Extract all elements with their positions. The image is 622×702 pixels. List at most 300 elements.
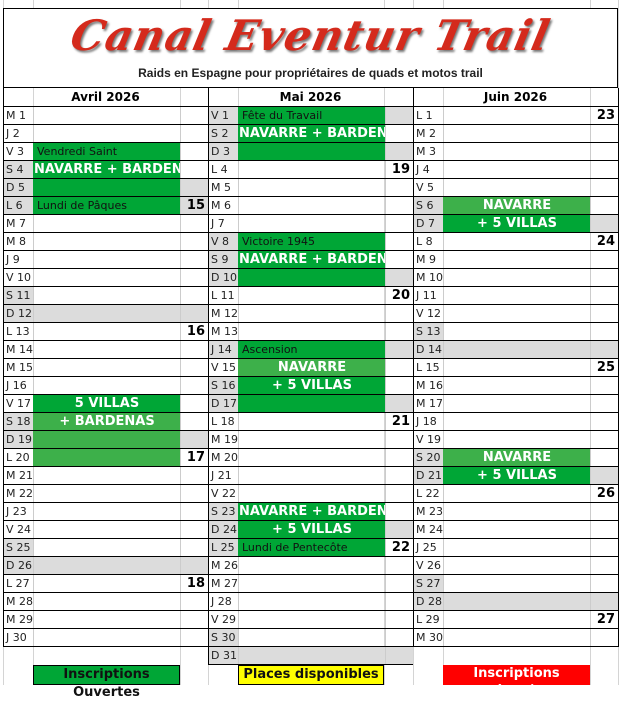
day-row[interactable]	[208, 251, 413, 269]
day-label: M 12	[211, 307, 238, 320]
event-cell-empty[interactable]	[443, 269, 590, 286]
column-border	[208, 88, 209, 665]
week-number	[590, 323, 618, 340]
event-cell-empty[interactable]	[443, 143, 590, 160]
event-cell-empty[interactable]	[33, 107, 180, 124]
week-number	[590, 287, 618, 304]
week-number	[180, 179, 208, 196]
day-row[interactable]	[3, 503, 208, 521]
week-number	[385, 431, 413, 448]
holiday-note[interactable]: Vendredi Saint	[33, 143, 180, 160]
day-label: M 17	[416, 397, 443, 410]
week-number	[385, 125, 413, 142]
event-cell-empty[interactable]	[238, 413, 385, 430]
event-cell-empty[interactable]	[33, 233, 180, 250]
event-cell-empty[interactable]	[33, 377, 180, 394]
event-cell-empty[interactable]	[443, 485, 590, 502]
event-cell-empty[interactable]	[33, 629, 180, 646]
day-label: L 20	[6, 451, 30, 464]
day-row[interactable]	[208, 197, 413, 215]
day-row[interactable]	[413, 305, 618, 323]
day-label: M 15	[6, 361, 33, 374]
event-cell-empty[interactable]	[33, 503, 180, 520]
event-cell-empty[interactable]	[33, 359, 180, 376]
day-row[interactable]	[208, 125, 413, 143]
day-row[interactable]	[3, 197, 208, 215]
week-number	[385, 395, 413, 412]
day-row[interactable]	[3, 575, 208, 593]
day-label: D 19	[3, 431, 33, 448]
day-row[interactable]	[3, 467, 208, 485]
event-cell[interactable]: NAVARRE + BARDENAS	[239, 252, 408, 267]
week-number	[385, 107, 413, 124]
day-row[interactable]	[208, 539, 413, 557]
day-row[interactable]	[208, 269, 413, 287]
event-cell-empty[interactable]	[443, 377, 590, 394]
event-cell-empty[interactable]	[238, 305, 385, 322]
event-cell[interactable]	[238, 395, 385, 412]
day-label: V 8	[208, 233, 238, 250]
day-row[interactable]	[3, 539, 208, 557]
event-cell-empty[interactable]	[443, 521, 590, 538]
event-cell[interactable]: NAVARRE + BARDENAS	[239, 504, 408, 519]
week-number	[385, 467, 413, 484]
event-cell-empty[interactable]	[443, 305, 590, 322]
day-row[interactable]	[413, 269, 618, 287]
day-label: L 11	[211, 289, 235, 302]
day-row[interactable]	[413, 467, 618, 485]
event-cell-empty[interactable]	[238, 485, 385, 502]
event-cell-empty[interactable]	[33, 467, 180, 484]
event-cell-empty[interactable]	[443, 593, 590, 610]
day-row[interactable]	[208, 503, 413, 521]
event-cell-empty[interactable]	[443, 107, 590, 124]
event-cell-empty[interactable]	[33, 305, 180, 322]
week-number	[590, 143, 618, 160]
week-number: 25	[590, 359, 618, 376]
event-cell-empty[interactable]	[443, 539, 590, 556]
day-label: S 13	[413, 323, 443, 340]
event-cell-empty[interactable]	[443, 395, 590, 412]
day-row[interactable]	[3, 431, 208, 449]
event-cell-empty[interactable]	[443, 251, 590, 268]
week-number	[180, 269, 208, 286]
week-number	[590, 215, 618, 232]
day-row[interactable]	[208, 611, 413, 629]
day-row[interactable]	[413, 233, 618, 251]
event-cell-empty[interactable]	[443, 359, 590, 376]
day-label: J 30	[6, 631, 27, 644]
day-label: D 7	[413, 215, 443, 232]
day-label: L 25	[208, 539, 238, 556]
day-row[interactable]	[413, 611, 618, 629]
day-row[interactable]	[208, 323, 413, 341]
week-number	[385, 377, 413, 394]
day-row[interactable]	[413, 359, 618, 377]
day-row[interactable]	[208, 521, 413, 539]
holiday-note[interactable]: Lundi de Pentecôte	[238, 539, 385, 556]
week-number	[385, 521, 413, 538]
day-label: M 27	[211, 577, 238, 590]
day-label: V 26	[416, 559, 442, 572]
day-row[interactable]	[3, 629, 208, 647]
week-number	[180, 467, 208, 484]
week-number	[180, 233, 208, 250]
day-row[interactable]	[208, 593, 413, 611]
event-cell-empty[interactable]	[443, 431, 590, 448]
day-row[interactable]	[3, 161, 208, 179]
event-cell-empty[interactable]	[33, 251, 180, 268]
event-cell-empty[interactable]	[33, 593, 180, 610]
day-label: D 28	[413, 593, 443, 610]
week-number	[385, 269, 413, 286]
day-row[interactable]	[3, 233, 208, 251]
day-label: D 10	[208, 269, 238, 286]
day-label: V 3	[6, 145, 25, 158]
week-number: 23	[590, 107, 618, 124]
event-cell-empty[interactable]	[33, 485, 180, 502]
day-row[interactable]	[3, 287, 208, 305]
day-label: M 7	[6, 217, 26, 230]
holiday-note[interactable]: Lundi de Pâques	[33, 197, 180, 214]
day-row[interactable]	[208, 341, 413, 359]
week-number	[385, 197, 413, 214]
event-cell-empty[interactable]	[443, 323, 590, 340]
week-number	[385, 449, 413, 466]
week-number	[385, 503, 413, 520]
day-row[interactable]	[3, 179, 208, 197]
week-number: 15	[180, 197, 208, 214]
event-cell-empty[interactable]	[238, 215, 385, 232]
day-row[interactable]	[413, 395, 618, 413]
day-row[interactable]	[3, 323, 208, 341]
day-row[interactable]	[3, 251, 208, 269]
event-cell-empty[interactable]	[33, 215, 180, 232]
day-label: S 23	[208, 503, 238, 520]
day-row[interactable]	[3, 593, 208, 611]
day-row[interactable]	[413, 413, 618, 431]
event-cell-empty[interactable]	[238, 629, 385, 646]
day-row[interactable]	[3, 143, 208, 161]
day-row[interactable]	[208, 143, 413, 161]
day-label: J 4	[416, 163, 430, 176]
week-number	[180, 539, 208, 556]
event-cell-empty[interactable]	[238, 179, 385, 196]
event-cell-empty[interactable]	[238, 431, 385, 448]
day-label: M 5	[211, 181, 231, 194]
day-label: M 22	[6, 487, 33, 500]
week-number	[385, 593, 413, 610]
day-label: M 26	[211, 559, 238, 572]
event-cell-empty[interactable]	[443, 575, 590, 592]
event-cell[interactable]	[33, 449, 180, 466]
day-label: V 5	[416, 181, 435, 194]
week-number	[590, 431, 618, 448]
day-row[interactable]	[413, 215, 618, 233]
week-number	[180, 341, 208, 358]
week-number: 21	[385, 413, 413, 430]
day-row[interactable]	[208, 629, 413, 647]
day-row[interactable]	[413, 287, 618, 305]
day-row[interactable]	[208, 647, 413, 665]
day-label: L 4	[211, 163, 228, 176]
event-cell[interactable]	[33, 431, 180, 448]
day-label: M 1	[6, 109, 26, 122]
day-label: L 1	[416, 109, 433, 122]
day-label: M 16	[416, 379, 443, 392]
day-row[interactable]	[3, 395, 208, 413]
day-row[interactable]	[3, 611, 208, 629]
event-cell-empty[interactable]	[443, 629, 590, 646]
week-number	[590, 629, 618, 646]
week-number	[180, 251, 208, 268]
day-row[interactable]	[3, 125, 208, 143]
day-label: V 17	[6, 397, 32, 410]
day-label: M 10	[416, 271, 443, 284]
week-number	[180, 557, 208, 574]
day-row[interactable]	[413, 107, 618, 125]
day-row[interactable]	[413, 143, 618, 161]
day-row[interactable]	[208, 107, 413, 125]
week-number	[385, 215, 413, 232]
event-cell[interactable]: + BARDENAS	[33, 413, 180, 430]
event-cell[interactable]: + 5 VILLAS	[238, 377, 385, 394]
day-row[interactable]	[413, 323, 618, 341]
event-cell-empty[interactable]	[33, 269, 180, 286]
day-row[interactable]	[413, 341, 618, 359]
day-row[interactable]	[413, 593, 618, 611]
day-label: M 13	[211, 325, 238, 338]
day-row[interactable]	[413, 161, 618, 179]
day-row[interactable]	[208, 413, 413, 431]
event-cell-empty[interactable]	[443, 611, 590, 628]
event-cell-empty[interactable]	[33, 287, 180, 304]
week-number	[590, 179, 618, 196]
event-cell-empty[interactable]	[33, 539, 180, 556]
day-row[interactable]	[3, 107, 208, 125]
month-title: Mai 2026	[208, 88, 413, 107]
week-number: 24	[590, 233, 618, 250]
week-number	[180, 377, 208, 394]
week-number	[590, 413, 618, 430]
event-cell-empty[interactable]	[238, 467, 385, 484]
event-cell-empty[interactable]	[238, 161, 385, 178]
event-cell-empty[interactable]	[238, 593, 385, 610]
week-number	[385, 323, 413, 340]
day-row[interactable]	[208, 161, 413, 179]
event-cell-empty[interactable]	[443, 161, 590, 178]
event-cell[interactable]: + 5 VILLAS	[443, 467, 590, 484]
legend-item: Inscriptions Ouvertes	[33, 665, 180, 685]
week-number	[385, 305, 413, 322]
day-label: J 28	[211, 595, 232, 608]
week-number	[180, 287, 208, 304]
day-row[interactable]	[208, 575, 413, 593]
event-cell[interactable]	[33, 179, 180, 196]
day-label: J 16	[6, 379, 27, 392]
week-number	[590, 251, 618, 268]
day-row[interactable]	[413, 521, 618, 539]
week-number	[590, 503, 618, 520]
week-number	[385, 359, 413, 376]
day-row[interactable]	[3, 341, 208, 359]
event-cell[interactable]: + 5 VILLAS	[443, 215, 590, 232]
event-cell-empty[interactable]	[443, 341, 590, 358]
day-row[interactable]	[413, 557, 618, 575]
day-row[interactable]	[208, 449, 413, 467]
event-cell-empty[interactable]	[443, 503, 590, 520]
event-cell-empty[interactable]	[238, 575, 385, 592]
month-0	[3, 88, 208, 665]
month-1	[208, 88, 413, 665]
event-cell-empty[interactable]	[238, 287, 385, 304]
event-cell-empty[interactable]	[33, 323, 180, 340]
event-cell-empty[interactable]	[33, 125, 180, 142]
day-row[interactable]	[3, 485, 208, 503]
day-row[interactable]	[208, 287, 413, 305]
day-row[interactable]	[413, 539, 618, 557]
day-row[interactable]	[208, 557, 413, 575]
day-row[interactable]	[3, 377, 208, 395]
week-number	[180, 629, 208, 646]
day-label: J 21	[211, 469, 232, 482]
day-row[interactable]	[208, 179, 413, 197]
event-cell-empty[interactable]	[443, 179, 590, 196]
week-number	[180, 305, 208, 322]
day-row[interactable]	[208, 431, 413, 449]
day-row[interactable]	[208, 359, 413, 377]
event-cell-empty[interactable]	[443, 125, 590, 142]
week-number	[180, 107, 208, 124]
event-cell-empty[interactable]	[33, 521, 180, 538]
week-number	[385, 647, 413, 664]
event-cell-empty[interactable]	[443, 287, 590, 304]
column-border	[3, 88, 4, 647]
week-number	[590, 557, 618, 574]
event-cell-empty[interactable]	[238, 197, 385, 214]
week-number	[180, 215, 208, 232]
day-label: L 22	[416, 487, 440, 500]
week-number	[180, 395, 208, 412]
day-row[interactable]	[413, 377, 618, 395]
day-row[interactable]	[3, 521, 208, 539]
day-row[interactable]	[3, 269, 208, 287]
holiday-note[interactable]: Fête du Travail	[238, 107, 385, 124]
event-cell[interactable]	[238, 269, 385, 286]
day-row[interactable]	[208, 395, 413, 413]
day-label: M 21	[6, 469, 33, 482]
day-row[interactable]	[413, 485, 618, 503]
day-row[interactable]	[208, 233, 413, 251]
week-number: 27	[590, 611, 618, 628]
day-label: S 25	[3, 539, 33, 556]
day-label: M 28	[6, 595, 33, 608]
event-cell-empty[interactable]	[33, 611, 180, 628]
day-label: D 21	[413, 467, 443, 484]
event-cell[interactable]: NAVARRE	[443, 449, 590, 466]
event-cell[interactable]	[238, 143, 385, 160]
week-number	[590, 161, 618, 178]
event-cell[interactable]: NAVARRE	[238, 359, 385, 376]
day-row[interactable]	[208, 485, 413, 503]
day-row[interactable]	[208, 467, 413, 485]
event-cell-empty[interactable]	[443, 557, 590, 574]
event-cell-empty[interactable]	[443, 413, 590, 430]
day-row[interactable]	[3, 413, 208, 431]
day-row[interactable]	[413, 197, 618, 215]
day-label: D 31	[208, 647, 238, 664]
day-label: S 18	[3, 413, 33, 430]
day-label: V 1	[208, 107, 238, 124]
holiday-note[interactable]: Victoire 1945	[238, 233, 385, 250]
event-cell-empty[interactable]	[33, 575, 180, 592]
event-cell-empty[interactable]	[238, 611, 385, 628]
event-cell-empty[interactable]	[238, 647, 385, 664]
day-label: J 25	[416, 541, 437, 554]
day-row[interactable]	[413, 179, 618, 197]
day-label: L 15	[416, 361, 440, 374]
event-cell[interactable]: NAVARRE + BARDENAS	[239, 126, 408, 141]
day-row[interactable]	[208, 305, 413, 323]
week-number	[590, 377, 618, 394]
event-cell-empty[interactable]	[238, 323, 385, 340]
day-row[interactable]	[413, 125, 618, 143]
week-number	[385, 611, 413, 628]
week-number	[180, 431, 208, 448]
week-number	[180, 161, 208, 178]
day-row[interactable]	[3, 449, 208, 467]
event-cell[interactable]: NAVARRE	[443, 197, 590, 214]
holiday-note[interactable]: Ascension	[238, 341, 385, 358]
event-cell-empty[interactable]	[443, 233, 590, 250]
day-label: L 29	[416, 613, 440, 626]
day-row[interactable]	[413, 449, 618, 467]
day-row[interactable]	[208, 215, 413, 233]
day-row[interactable]	[3, 305, 208, 323]
event-cell-empty[interactable]	[238, 557, 385, 574]
day-label: M 29	[6, 613, 33, 626]
day-row[interactable]	[413, 575, 618, 593]
day-row[interactable]	[3, 359, 208, 377]
day-row[interactable]	[3, 215, 208, 233]
week-number	[590, 575, 618, 592]
day-label: V 22	[211, 487, 237, 500]
event-cell-empty[interactable]	[33, 557, 180, 574]
day-row[interactable]	[413, 251, 618, 269]
day-row[interactable]	[413, 431, 618, 449]
week-number: 20	[385, 287, 413, 304]
day-label: S 2	[208, 125, 238, 142]
week-number	[590, 125, 618, 142]
day-label: J 2	[6, 127, 20, 140]
event-cell[interactable]: 5 VILLAS	[33, 395, 180, 412]
day-label: D 5	[3, 179, 33, 196]
week-number	[180, 593, 208, 610]
week-number	[385, 341, 413, 358]
day-label: J 14	[208, 341, 238, 358]
event-cell[interactable]: NAVARRE + BARDENAS	[34, 162, 203, 177]
day-row[interactable]	[413, 503, 618, 521]
day-row[interactable]	[3, 557, 208, 575]
event-cell-empty[interactable]	[33, 341, 180, 358]
day-label: M 9	[416, 253, 436, 266]
day-label: J 11	[416, 289, 437, 302]
day-row[interactable]	[413, 629, 618, 647]
event-cell[interactable]: + 5 VILLAS	[238, 521, 385, 538]
event-cell-empty[interactable]	[238, 449, 385, 466]
day-row[interactable]	[208, 377, 413, 395]
day-label: D 12	[3, 305, 33, 322]
